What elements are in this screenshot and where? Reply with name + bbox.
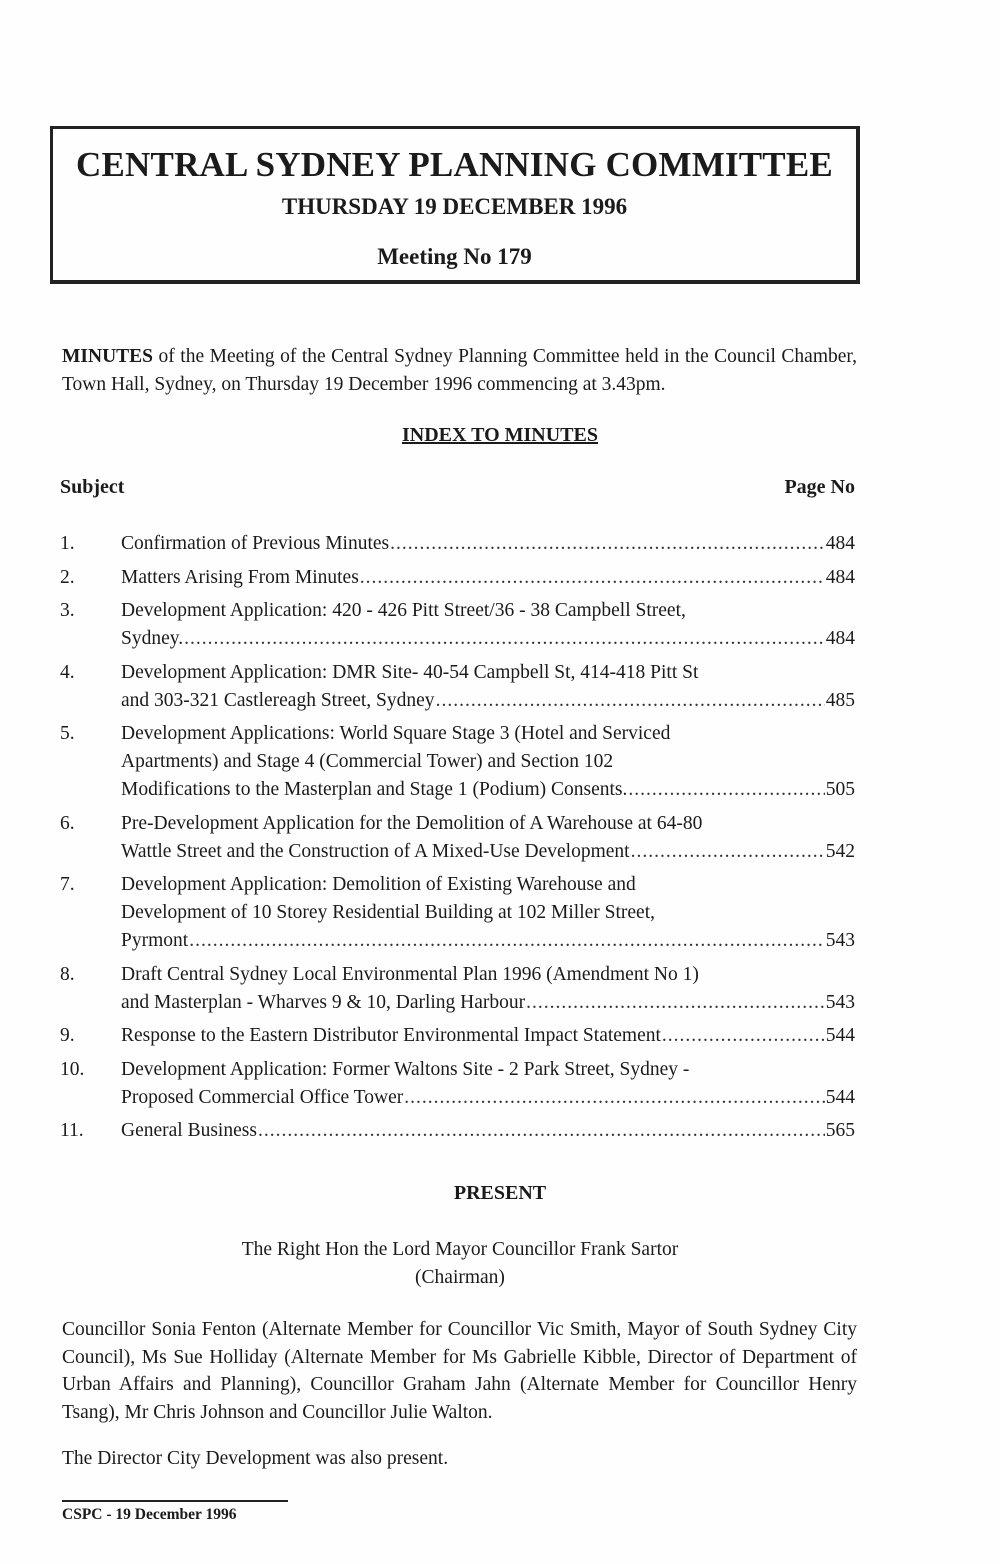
index-item-number: 5.	[60, 723, 75, 744]
index-item-last-line	[121, 1022, 855, 1050]
meeting-date: THURSDAY 19 DECEMBER 1996	[281, 194, 628, 219]
minutes-lead: MINUTES	[62, 346, 154, 367]
index-item-subject	[121, 871, 855, 955]
index-item-line: Confirmation of Previous Minutes	[121, 533, 390, 554]
index-item	[60, 1117, 855, 1145]
index-item	[60, 659, 855, 715]
dot-leader	[258, 1117, 825, 1145]
dot-leader	[404, 1084, 825, 1112]
index-item-line: Response to the Eastern Distributor Environmental Impact Statement	[121, 1025, 661, 1046]
index-item-line: Development of 10 Storey Residential Building at 102 Miller Street,	[121, 902, 655, 923]
index-item-last-line	[121, 625, 855, 653]
index-item-page: 542	[825, 840, 855, 862]
dot-leader	[360, 564, 825, 592]
index-item-number: 3.	[60, 600, 75, 621]
meeting-number: Meeting No 179	[377, 244, 532, 269]
footer-rule	[62, 1500, 288, 1502]
index-item-page: 543	[825, 991, 855, 1013]
index-item	[60, 961, 855, 1017]
dot-leader	[628, 776, 824, 804]
also-present: The Director City Development was also present.	[62, 1448, 449, 1469]
chairman-role: (Chairman)	[415, 1267, 505, 1288]
index-item-page: 484	[825, 533, 855, 554]
index-item-number: 2.	[60, 566, 75, 588]
index-item-page: 544	[825, 1086, 855, 1108]
dot-leader	[390, 530, 825, 558]
index-item-page: 484	[825, 628, 855, 649]
present-heading: PRESENT	[453, 1182, 547, 1204]
dot-leader	[189, 927, 825, 955]
chairman-name: The Right Hon the Lord Mayor Councillor Frank Sartor	[241, 1239, 679, 1260]
index-item-line: Development Application: Former Waltons Site - 2 Park Street, Sydney -	[121, 1058, 690, 1080]
index-item-page: 543	[825, 930, 855, 951]
index-item-number: 1.	[60, 533, 75, 554]
index-item-last-line	[121, 530, 855, 558]
index-item-line: Development Application: DMR Site- 40-54 Campbell St, 414-418 Pitt St	[121, 661, 699, 683]
index-item-line: Development Application: Demolition of Existing Warehouse and	[121, 874, 636, 895]
title-box	[50, 126, 860, 284]
dot-leader	[436, 687, 825, 715]
index-item-last-line	[121, 927, 855, 955]
page-column-header: Page No	[784, 476, 855, 498]
chairman-block	[0, 1236, 920, 1292]
index-item-last-line	[121, 989, 855, 1017]
index-item	[60, 1022, 855, 1050]
footer-text: CSPC - 19 December 1996	[62, 1506, 237, 1523]
index-item-subject	[121, 530, 855, 558]
index-item	[60, 810, 855, 866]
index-item-line: Development Application: 420 - 426 Pitt Street/36 - 38 Campbell Street,	[121, 600, 686, 621]
index-item-page: 484	[825, 566, 855, 588]
index-item-number: 4.	[60, 661, 75, 683]
index-item-last-line	[121, 564, 855, 592]
index-item-line: Matters Arising From Minutes	[121, 566, 359, 588]
index-item-page: 485	[825, 689, 855, 711]
index-item-page: 544	[825, 1025, 855, 1046]
index-item-subject	[121, 1022, 855, 1050]
index-item-line: and Masterplan - Wharves 9 & 10, Darling Harbour	[121, 991, 526, 1013]
index-item-subject	[121, 1056, 855, 1112]
committee-title: CENTRAL SYDNEY PLANNING COMMITTEE	[76, 145, 833, 184]
index-item-line: Wattle Street and the Construction of A Mixed-Use Development	[121, 840, 630, 862]
dot-leader	[631, 838, 825, 866]
index-item	[60, 720, 855, 804]
index-item	[60, 1056, 855, 1112]
index-item-number: 7.	[60, 874, 75, 895]
index-item-subject	[121, 810, 855, 866]
index-item	[60, 530, 855, 558]
index-item-line: Pre-Development Application for the Demolition of A Warehouse at 64-80	[121, 812, 703, 834]
index-item-subject	[121, 961, 855, 1017]
index-item-subject	[121, 659, 855, 715]
dot-leader	[662, 1022, 825, 1050]
index-item-line: Proposed Commercial Office Tower	[121, 1086, 404, 1108]
index-item-number: 10.	[60, 1058, 85, 1080]
index-item-number: 6.	[60, 812, 75, 834]
index-item-subject	[121, 720, 855, 804]
index-item-line: Apartments) and Stage 4 (Commercial Tower) and Section 102	[121, 751, 614, 772]
dot-leader	[526, 989, 825, 1017]
index-item-last-line	[121, 1117, 855, 1145]
index-item-line: Development Applications: World Square Stage 3 (Hotel and Serviced	[121, 723, 671, 744]
index-item-subject	[121, 597, 855, 653]
index-item-line: Draft Central Sydney Local Environmental Plan 1996 (Amendment No 1)	[121, 963, 699, 985]
index-item-last-line	[121, 838, 855, 866]
index-item-last-line	[121, 776, 855, 804]
index-item-line: and 303-321 Castlereagh Street, Sydney	[121, 689, 435, 711]
index-item-line: Pyrmont	[121, 930, 189, 951]
subject-column-header: Subject	[60, 476, 125, 498]
index-item-last-line	[121, 1084, 855, 1112]
index-item-last-line	[121, 687, 855, 715]
index-item-subject	[121, 564, 855, 592]
index-heading: INDEX TO MINUTES	[402, 424, 598, 446]
index-item	[60, 871, 855, 955]
index-item-subject	[121, 1117, 855, 1145]
index-list	[60, 530, 855, 1151]
index-item-number: 11.	[60, 1120, 84, 1141]
index-item-line: General Business	[121, 1120, 257, 1141]
index-item	[60, 564, 855, 592]
members-present: Councillor Sonia Fenton (Alternate Member for Councillor Vic Smith, Mayor of South Sydney City Council), Ms Sue Holliday (Alternate Member for Ms Gabrielle Kibble, Director of Department of Urban Affairs and Planning), Councillor Graham Jahn (Alternate Member for Councillor Henry Tsang), Mr Chris Johnson and Councillor Julie Walton.	[62, 1319, 857, 1423]
index-item-page: 505	[825, 779, 855, 800]
index-item-number: 8.	[60, 963, 75, 985]
index-item-line: Sydney.	[121, 628, 184, 649]
index-item-number: 9.	[60, 1025, 75, 1046]
index-item-page: 565	[825, 1120, 855, 1141]
intro-paragraph	[62, 343, 857, 399]
index-item-line: Modifications to the Masterplan and Stage 1 (Podium) Consents.	[121, 779, 628, 800]
intro-text: of the Meeting of the Central Sydney Planning Committee held in the Council Chamber, Town Hall, Sydney, on Thursday 19 December 1996 commencing at 3.43pm.	[62, 346, 857, 395]
dot-leader	[184, 625, 825, 653]
index-item	[60, 597, 855, 653]
